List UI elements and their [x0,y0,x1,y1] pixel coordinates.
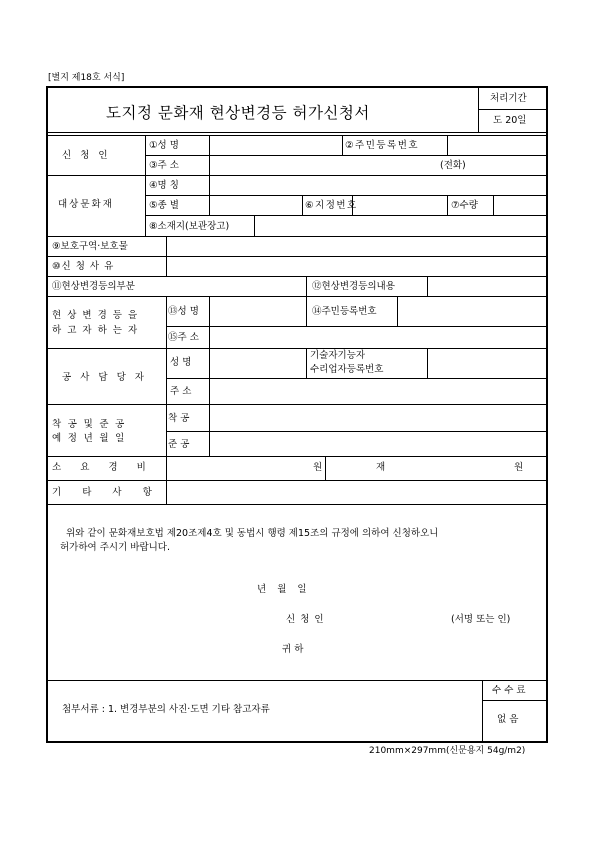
divider [306,348,307,378]
divider [166,378,546,379]
schedule-section-label-2: 예 정 년 월 일 [52,433,127,444]
changer-name-label: ⑬성 명 [168,306,199,317]
divider [342,135,343,155]
cost-amount-field[interactable] [168,458,308,479]
divider [48,135,546,136]
change-part-label: ⑪현상변경등의부분 [52,281,135,292]
divider [209,326,210,348]
divider [306,296,307,326]
divider [48,296,546,297]
divider [209,404,210,456]
signer-label: 신 청 인 [286,614,325,625]
heritage-name-field[interactable] [211,177,544,194]
designation-number-label: ⑥지정번호 [305,200,358,211]
statement-line-2: 허가하여 주시기 바랍니다. [60,542,171,553]
location-label: ⑧소재지(보관장고) [149,221,230,232]
cost-label: 소 요 경 비 [52,462,154,473]
changer-id-field[interactable] [399,298,544,325]
divider [166,431,546,432]
applicant-name-label: ①성 명 [149,140,179,151]
heritage-section-label: 대상문화재 [58,199,114,210]
divider [447,195,448,215]
divider [427,348,428,378]
divider [166,296,167,504]
remarks-field[interactable] [168,482,544,503]
change-content-label: ⑫현상변경등의내용 [312,281,395,292]
constructor-name-field[interactable] [211,350,304,377]
addressee-label: 귀 하 [282,644,304,655]
constructor-address-field[interactable] [211,380,544,403]
form-number-label: [별지 제18호 서식] [48,73,125,83]
fee-label: 수 수 료 [492,685,526,696]
changer-address-field[interactable] [211,328,544,347]
start-date-field[interactable] [211,406,544,430]
frame-left [46,86,48,743]
divider [48,480,546,481]
divider [48,680,546,681]
divider [48,236,546,237]
heritage-type-label: ⑤종 별 [149,200,179,211]
change-part-field[interactable] [168,278,304,295]
divider [145,195,546,196]
divider [493,195,494,215]
divider [478,88,479,132]
changer-address-label: ⑮주 소 [168,332,199,343]
cost-source-label: 재 [376,462,386,473]
schedule-section-label-1: 착 공 및 준 공 [52,419,127,430]
divider [209,296,210,326]
designation-number-field[interactable] [354,197,445,214]
divider [482,680,483,742]
cost-won-2: 원 [514,462,524,473]
divider [427,276,428,296]
changer-section-label-2: 하 고 자 하 는 자 [52,325,139,336]
applicant-address-label: ③주 소 [149,160,179,171]
heritage-name-label: ④명 칭 [149,180,179,191]
date-label: 년 월 일 [257,584,307,595]
changer-name-field[interactable] [211,298,304,325]
divider [48,504,546,505]
divider [145,135,146,236]
divider [48,175,546,176]
end-date-field[interactable] [211,433,544,455]
divider [209,348,210,404]
divider [302,195,303,215]
divider [145,155,546,156]
divider [48,456,546,457]
quantity-label: ⑦수량 [451,200,478,211]
divider [48,404,546,405]
divider [48,348,546,349]
reason-label: ⑩신 청 사 유 [52,261,115,272]
applicant-phone-label: (전화) [440,160,466,171]
sign-note: (서명 또는 인) [451,614,511,625]
remarks-label: 기 타 사 항 [52,487,161,498]
applicant-id-field[interactable] [449,137,544,154]
frame-bottom [46,741,548,743]
applicant-name-field[interactable] [211,137,340,154]
form-title: 도지정 문화재 현상변경등 허가신청서 [106,104,370,122]
attachments-note: 첨부서류 : 1. 변경부분의 사진·도면 기타 참고자류 [62,704,270,715]
constructor-name-label: 성 명 [170,357,192,368]
license-number-field[interactable] [429,350,544,377]
statement-line-1: 위와 같이 문화재보호법 제20조제4호 및 동법시 행령 제15조의 규정에 의하여 신청하오니 [66,528,439,539]
paper-size-note: 210mm×297mm(신문용지 54g/m2) [369,746,526,756]
divider [145,215,546,216]
processing-period-label: 처리기간 [490,93,527,104]
quantity-field[interactable] [495,197,544,214]
license-label-2: 수리업자등록번호 [310,364,384,375]
cost-won-1: 원 [313,462,323,473]
start-date-label: 착 공 [168,413,190,424]
constructor-section-label: 공 사 담 당 자 [62,372,147,383]
protection-area-label: ⑨보호구역·보호물 [52,241,128,252]
reason-field[interactable] [168,258,544,275]
frame-top [46,86,548,88]
applicant-address-field[interactable] [211,157,431,174]
applicant-id-label: ②주민등록번호 [345,140,420,151]
divider [447,135,448,155]
divider [482,700,546,701]
divider [166,326,546,327]
divider [325,456,326,480]
applicant-section-label: 신 청 인 [62,150,111,161]
changer-section-label-1: 현 상 변 경 등 을 [52,310,139,321]
fee-value: 없 음 [497,714,519,725]
divider [48,132,546,133]
changer-id-label: ⑭주민등록번호 [312,306,377,317]
protection-area-field[interactable] [168,238,544,255]
constructor-address-label: 주 소 [170,386,192,397]
divider [48,276,546,277]
license-label-1: 기술자기능자 [310,350,366,361]
heritage-type-field[interactable] [211,197,300,214]
divider [254,215,255,236]
divider [478,109,546,110]
divider [306,276,307,296]
divider [48,256,546,257]
processing-period-value: 도 20일 [493,115,527,126]
cost-source-field[interactable] [390,458,510,479]
end-date-label: 준 공 [168,439,190,450]
frame-right [546,86,548,743]
location-field[interactable] [256,217,544,235]
divider [397,296,398,326]
change-content-field[interactable] [429,278,544,295]
